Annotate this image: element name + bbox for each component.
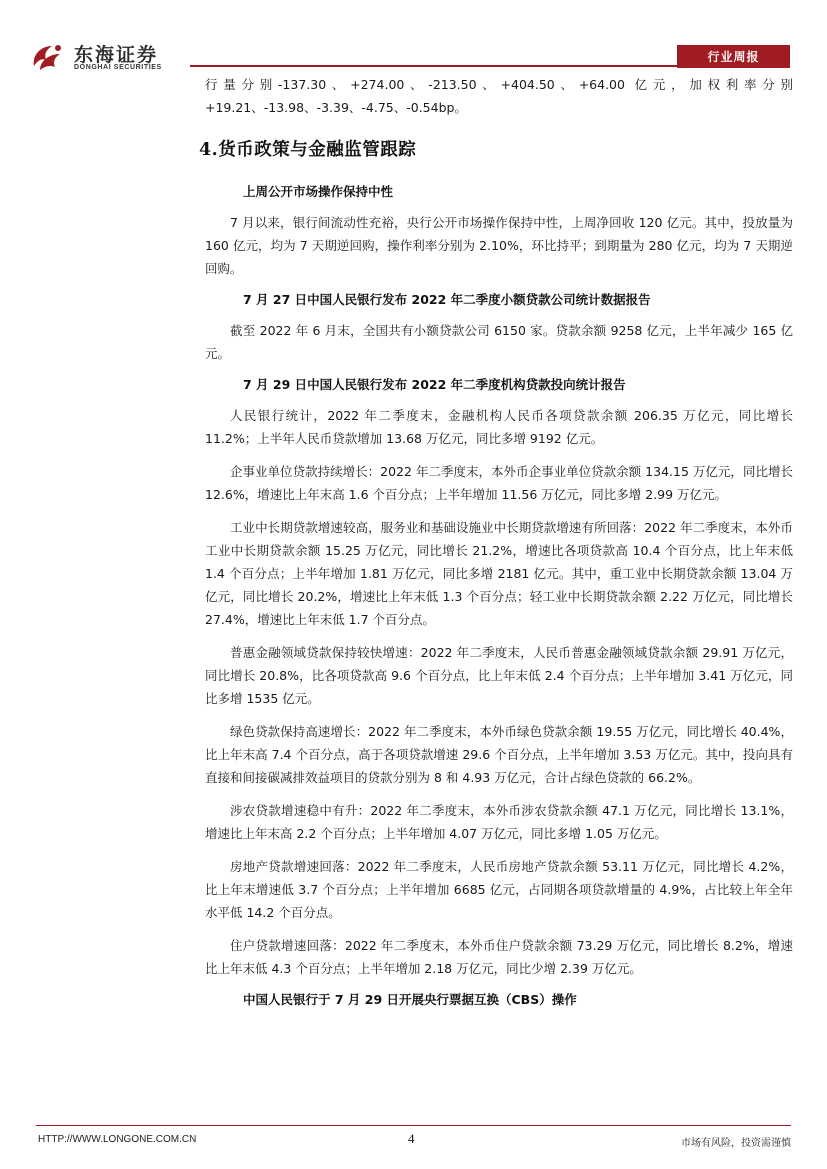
paragraph: 截至 2022 年 6 月末，全国共有小额贷款公司 6150 家。贷款余额 9258 亿元，上半年减少 165 亿元。 bbox=[205, 323, 793, 361]
paragraph: 企事业单位贷款持续增长：2022 年二季度末，本外币企事业单位贷款余额 134.15 万亿元，同比增长 12.6%，增速比上年末高 1.6 个百分点；上半年增加 11.56 万亿元，同比多增 2.99 万亿元。 bbox=[205, 464, 793, 502]
subsection-title-cbs-operation: 中国人民银行于 7 月 29 日开展央行票据互换（CBS）操作 bbox=[243, 992, 577, 1007]
footer-website-link[interactable]: HTTP://WWW.LONGONE.COM.CN bbox=[38, 1134, 197, 1145]
report-type-badge: 行业周报 bbox=[677, 45, 790, 68]
logo-english-name: DONGHAI SECURITIES bbox=[74, 64, 162, 71]
paragraph: 涉农贷款增速稳中有升：2022 年二季度末，本外币涉农贷款余额 47.1 万亿元，同比增长 13.1%，增速比上年末高 2.2 个百分点；上半年增加 4.07 万亿元，同比多增 1.05 万亿元。 bbox=[205, 803, 793, 841]
subsection-title-loan-direction-report: 7 月 29 日中国人民银行发布 2022 年二季度机构贷款投向统计报告 bbox=[243, 377, 626, 392]
page-header bbox=[0, 0, 827, 80]
page-number: 4 bbox=[408, 1131, 415, 1146]
logo-chinese-name: 东海证券 bbox=[74, 44, 159, 66]
logo-emblem-icon bbox=[28, 40, 68, 74]
paragraph: 普惠金融领域贷款保持较快增速：2022 年二季度末，人民币普惠金融领域贷款余额 29.91 万亿元，同比增长 20.8%，比各项贷款高 9.6 个百分点，比上年末低 2.4 个百分点；上半年增加 3.41 万亿元，同比多增 1535 亿元。 bbox=[205, 645, 793, 706]
paragraph: 人民银行统计，2022 年二季度末，金融机构人民币各项贷款余额 206.35 万亿元，同比增长 11.2%；上半年人民币贷款增加 13.68 万亿元，同比多增 9192 亿元。 bbox=[205, 408, 793, 446]
paragraph: 7 月以来，银行间流动性充裕，央行公开市场操作保持中性，上周净回收 120 亿元。其中，投放量为 160 亿元，均为 7 天期逆回购，操作利率分别为 2.10%，环比持平；到期量为 280 亿元，均为 7 天期逆回购。 bbox=[205, 215, 793, 276]
section-title: 4.货币政策与金融监管跟踪 bbox=[199, 140, 417, 160]
paragraph: 房地产贷款增速回落：2022 年二季度末，人民币房地产贷款余额 53.11 万亿元，同比增长 4.2%，比上年末增速低 3.7 个百分点；上半年增加 6685 亿元，占同期各项贷款增量的 4.9%，占比较上年全年水平低 14.2 个百分点。 bbox=[205, 859, 793, 920]
paragraph: 住户贷款增速回落：2022 年二季度末，本外币住户贷款余额 73.29 万亿元，同比增长 8.2%，增速比上年末低 4.3 个百分点；上半年增加 2.18 万亿元，同比少增 2.39 万亿元。 bbox=[205, 938, 793, 976]
intro-paragraph: 行量分别-137.30、+274.00、-213.50、+404.50、+64.00 亿元，加权利率分别+19.21、-13.98、-3.39、-4.75、-0.54bp。 bbox=[205, 77, 793, 115]
subsection-title-microloan-report: 7 月 27 日中国人民银行发布 2022 年二季度小额贷款公司统计数据报告 bbox=[243, 292, 651, 307]
footer-rule bbox=[36, 1125, 791, 1126]
risk-disclaimer: 市场有风险，投资需谨慎 bbox=[681, 1138, 791, 1149]
main-content bbox=[199, 73, 793, 1019]
donghai-logo bbox=[28, 40, 188, 76]
subsection-title-open-market: 上周公开市场操作保持中性 bbox=[243, 184, 394, 199]
paragraph: 绿色贷款保持高速增长：2022 年二季度末，本外币绿色贷款余额 19.55 万亿元，同比增长 40.4%，比上年末高 7.4 个百分点，高于各项贷款增速 29.6 个百分点，上半年增加 3.53 万亿元。其中，投向具有直接和间接碳减排效益项目的贷款分别为 8 和 4.93 万亿元，合计占绿色贷款的 66.2%。 bbox=[205, 724, 793, 785]
paragraph: 工业中长期贷款增速较高，服务业和基础设施业中长期贷款增速有所回落：2022 年二季度末，本外币工业中长期贷款余额 15.25 万亿元，同比增长 21.2%，增速比各项贷款高 10.4 个百分点，比上年末低 1.4 个百分点；上半年增加 1.81 万亿元，同比多增 2181 亿元。其中，重工业中长期贷款余额 13.04 万亿元，同比增长 20.2%，增速比上年末低 1.3 个百分点；轻工业中长期贷款余额 2.22 万亿元，同比增长 27.4%，增速比上年末低 1.7 个百分点。 bbox=[205, 520, 793, 627]
